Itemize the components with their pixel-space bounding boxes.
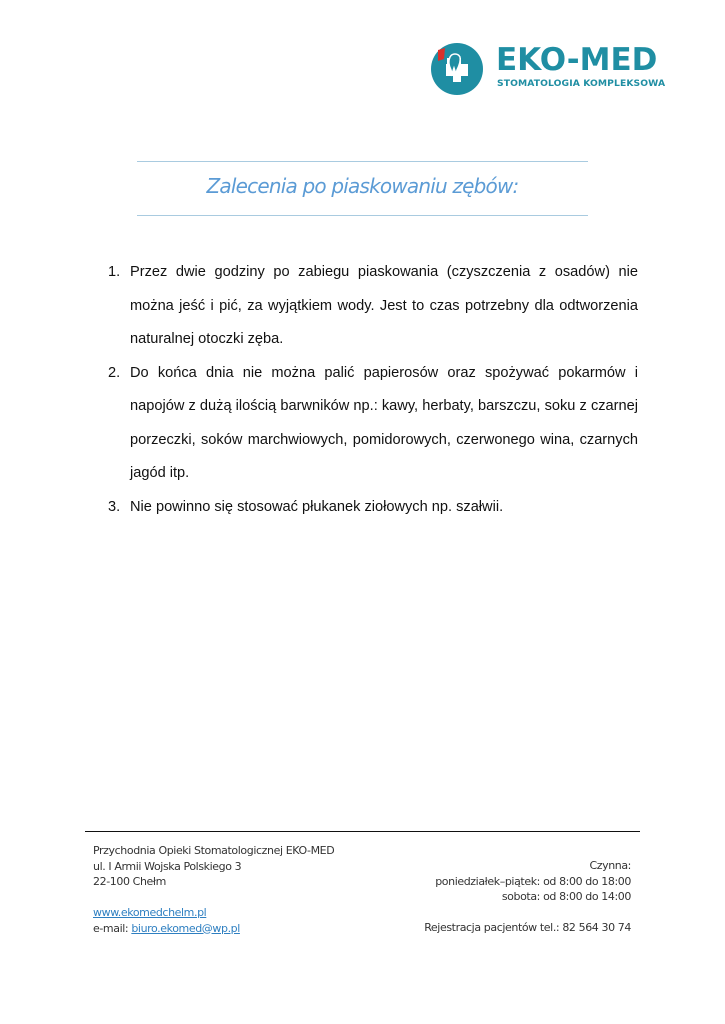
registration-phone: Rejestracja pacjentów tel.: 82 564 30 74 [424,921,631,934]
footer-hours [424,858,631,936]
list-item [108,256,638,357]
hours-saturday: sobota: od 8:00 do 14:00 [501,890,631,903]
email-line [93,921,334,937]
list-item-text: Nie powinno się stosować płukanek ziołowych np. szałwii. [130,498,504,515]
page-title: Zalecenia po piaskowaniu zębów: [206,174,519,198]
clinic-street: ul. I Armii Wojska Polskiego 3 [93,859,242,873]
footer-spacer [424,905,631,921]
list-item-number: 3. [108,498,121,515]
clinic-logo [430,40,666,100]
footer-divider [85,831,640,832]
footer-contact [93,843,334,936]
title-bottom-rule [137,215,588,216]
list-item [108,357,638,491]
logo-name: EKO-MED [496,42,658,78]
footer-spacer [93,890,334,906]
hours-label: Czynna: [589,859,631,872]
email-label: e-mail: [93,921,129,935]
recommendations-list [108,256,638,524]
list-item-number: 1. [108,264,121,280]
logo-tagline: STOMATOLOGIA KOMPLEKSOWA [497,78,666,89]
list-item-text: Przez dwie godziny po zabiegu piaskowania (czyszczenia z osadów) nie można jeść i pić, za wyjątkiem wody. Jest to czas potrzebny dla odtworzenia naturalnej otoczki zęba. [130,264,638,347]
list-item [108,491,638,525]
clinic-name: Przychodnia Opieki Stomatologicznej EKO-MED [93,844,335,857]
clinic-city: 22-100 Chełm [93,875,166,888]
hours-weekdays: poniedziałek–piątek: od 8:00 do 18:00 [435,874,631,888]
website-link[interactable]: www.ekomedchelm.pl [93,906,207,919]
list-item-text: Do końca dnia nie można palić papierosów oraz spożywać pokarmów i napojów z dużą ilością barwników np.: kawy, herbaty, barszczu, soku z czarnej porzeczki, soków marchwiowych, pomidorowych, czerwonego wina, czarnych jagód itp. [130,364,638,481]
tooth-cross-icon [430,42,484,96]
email-link[interactable]: biuro.ekomed@wp.pl [131,921,240,935]
title-top-rule [137,161,588,162]
list-item-number: 2. [108,364,121,381]
